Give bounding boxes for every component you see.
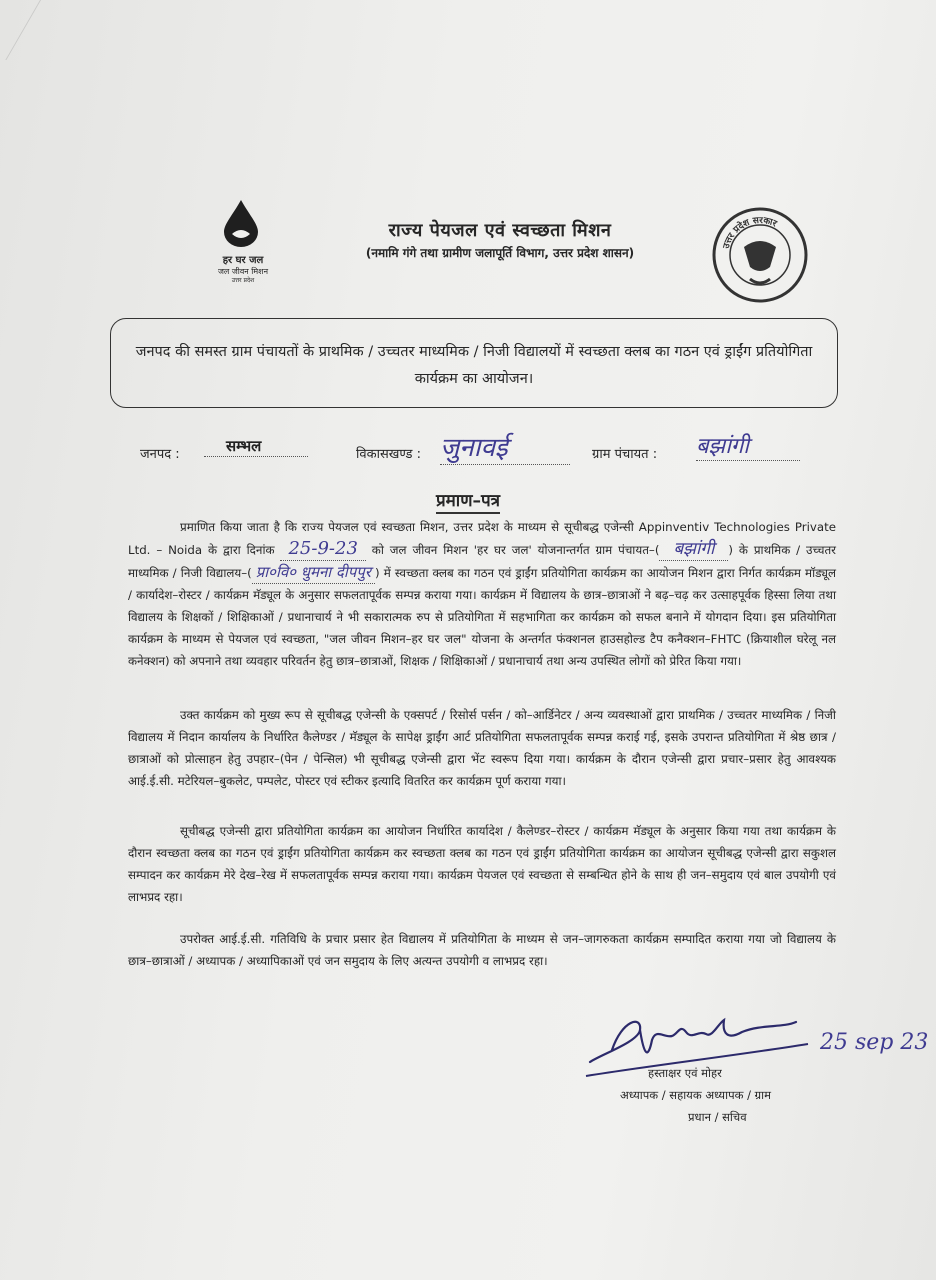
vikas-label: विकासखण्ड :	[356, 447, 422, 462]
signature-label: हस्ताक्षर एवं मोहर	[648, 1066, 722, 1080]
signature-date: 25 sep 23	[820, 1030, 929, 1055]
certificate-para-4: उपरोक्त आई.ई.सी. गतिविधि के प्रचार प्रसार हेत विद्यालय में प्रतियोगिता के माध्यम से जन–जागरुकता कार्यक्रम सम्पादित कराया गया जो विद्यालय के छात्र–छात्राओं / अध्यापक / अध्यापिकाओं एवं जन समुदाय के लिए अत्यन्त उपयोगी व लाभप्रद रहा।	[128, 932, 836, 968]
signatory-role-1: अध्यापक / सहायक अध्यापक / ग्राम	[620, 1088, 771, 1102]
mission-title: राज्य पेयजल एवं स्वच्छता मिशन	[388, 220, 612, 241]
gram-panchayat-hw: बझांगी	[659, 538, 728, 561]
har-ghar-jal-logo	[198, 198, 288, 288]
logo-line3: उत्तर प्रदेश	[231, 277, 255, 284]
program-date: 25-9-23	[280, 538, 365, 561]
janpad-label: जनपद :	[140, 447, 180, 462]
certificate-title: प्रमाण–पत्र	[0, 488, 936, 511]
janpad-value-line	[204, 436, 308, 457]
location-fields	[140, 433, 820, 466]
signatory-role-2: प्रधान / सचिव	[688, 1110, 747, 1124]
certificate-para-2: उक्त कार्यक्रम को मुख्य रूप से सूचीबद्ध एजेन्सी के एक्सपर्ट / रिसोर्स पर्सन / को–आर्डिनेटर / अन्य व्यवस्थाओं द्वारा प्राथमिक / उच्चतर माध्यमिक / निजी विद्यालय में निदान कार्यालय के निर्धारित कैलेण्डर / मॅड्यूल के सापेक्ष ड्राईंग आर्ट प्रतियोगिता सफलतापूर्वक सम्पन्न कराई गई, इसके उपरान्त प्रतियोगिता में श्रेष्ठ छात्र / छात्राओं को प्रोत्साहन हेतु उपहार–(पेन / पेन्सिल) भी सूचीबद्ध एजेन्सी द्वारा भेंट स्वरूप दिया गया। कार्यक्रम के दौरान एजेन्सी द्वारा प्रचार–प्रसार हेतु आवश्यक आई.ई.सी. मटेरियल–बुकलेट, पम्पलेट, पोस्टर एवं स्टीकर इत्यादि वितरित कर कार्यक्रम पूर्ण कराया गया।	[128, 708, 836, 788]
certificate-para-3: सूचीबद्ध एजेन्सी द्वारा प्रतियोगिता कार्यक्रम का आयोजन निर्धारित कार्यादेश / कैलेण्डर–रोस्टर / कार्यक्रम मॅड्यूल के अनुसार किया गया तथा कार्यक्रम के दौरान स्वच्छता क्लब का गठन एवं ड्राईंग प्रतियोगिता कार्यक्रम कर स्वच्छता क्लब का गठन एवं ड्राईंग प्रतियोगिता कार्यक्रम का आयोजन सूचीबद्ध एजेन्सी द्वारा सकुशल सम्पादन कर कार्यक्रम मेरे देख–रेख में सफलतापूर्वक सम्पन्न कराया गया। कार्यक्रम पेयजल एवं स्वच्छता से सम्बन्धित होने के साथ ही जन–समुदाय एवं बाल उपयोगी एवं लाभप्रद रहा।	[128, 824, 836, 904]
janpad-value: सम्भल	[226, 437, 262, 455]
school-name-hw: प्रा०वि० धुमना दीपपुर	[252, 561, 375, 584]
vikas-value: जुनावई	[440, 433, 508, 463]
vikas-value-line	[440, 428, 570, 465]
certificate-para-1: प्रमाणित किया जाता है कि राज्य पेयजल एवं स्वच्छता मिशन, उत्तर प्रदेश के माध्यम से सूचीबद्ध एजेन्सी Appinventiv Technologies Private Ltd. – Noida के द्वारा दिनांक 25-9-23 को जल जीवन मिशन 'हर घर जल' योजनान्तर्गत ग्राम पंचायत–( बझांगी ) के प्राथमिक / उच्चतर माध्यमिक / निजी विद्यालय–( प्रा०वि० धुमना दीपपुर ) में स्वच्छता क्लब का गठन एवं ड्राईंग प्रतियोगिता कार्यक्रम का आयोजन मिशन द्वारा निर्गत कार्यक्रम मॉड्यूल / कार्यादेश–रोस्टर / कार्यक्रम मॅड्यूल के अनुसार सफलतापूर्वक सम्पन्न कराया गया। कार्यक्रम में विद्यालय के छात्र–छात्राओं ने बढ़–चढ़ कर उत्साहपूर्वक हिस्सा लिया तथा विद्यालय के शिक्षकों / शिक्षिकाओं / प्रधानाचार्य ने भी सकारात्मक रुप से प्रतियोगिता में सहभागिता कर कार्यक्रम को सफल बनाने में योगदान दिया। इस प्रतियोगिता कार्यक्रम के माध्यम से पेयजल एवं स्वच्छता, "जल जीवन मिशन–हर घर जल" योजना के अन्तर्गत फंक्शनल हाउसहोल्ड टैप कनैक्शन–FHTC (क्रियाशील घरेलू नल कनेक्शन) को अपनाने तथा व्यवहार परिवर्तन हेतु छात्र–छात्राओं, शिक्षक / शिक्षिकाओं / प्रधानाचार्य तथा अन्य उपस्थित लोगों को प्रेरित किया गया।	[128, 520, 836, 668]
up-government-seal	[710, 205, 810, 305]
logo-line1: हर घर जल	[222, 255, 264, 266]
gram-value-line	[696, 430, 800, 461]
logo-line2: जल जीवन मिशन	[217, 267, 269, 276]
water-drop-icon	[220, 198, 262, 248]
subject-text: जनपद की समस्त ग्राम पंचायतों के प्राथमिक / उच्चतर माध्यमिक / निजी विद्यालयों में स्वच्छता क्लब का गठन एवं ड्राईंग प्रतियोगिता कार्यक्रम का आयोजन।	[135, 344, 813, 387]
gram-label: ग्राम पंचायत :	[592, 447, 658, 462]
mission-subtitle: (नमामि गंगे तथा ग्रामीण जलापूर्ति विभाग, उत्तर प्रदेश शासन)	[365, 246, 635, 260]
gram-value: बझांगी	[696, 434, 749, 459]
subject-box	[110, 318, 838, 408]
seal-text: उत्तर प्रदेश सरकार	[721, 215, 779, 250]
